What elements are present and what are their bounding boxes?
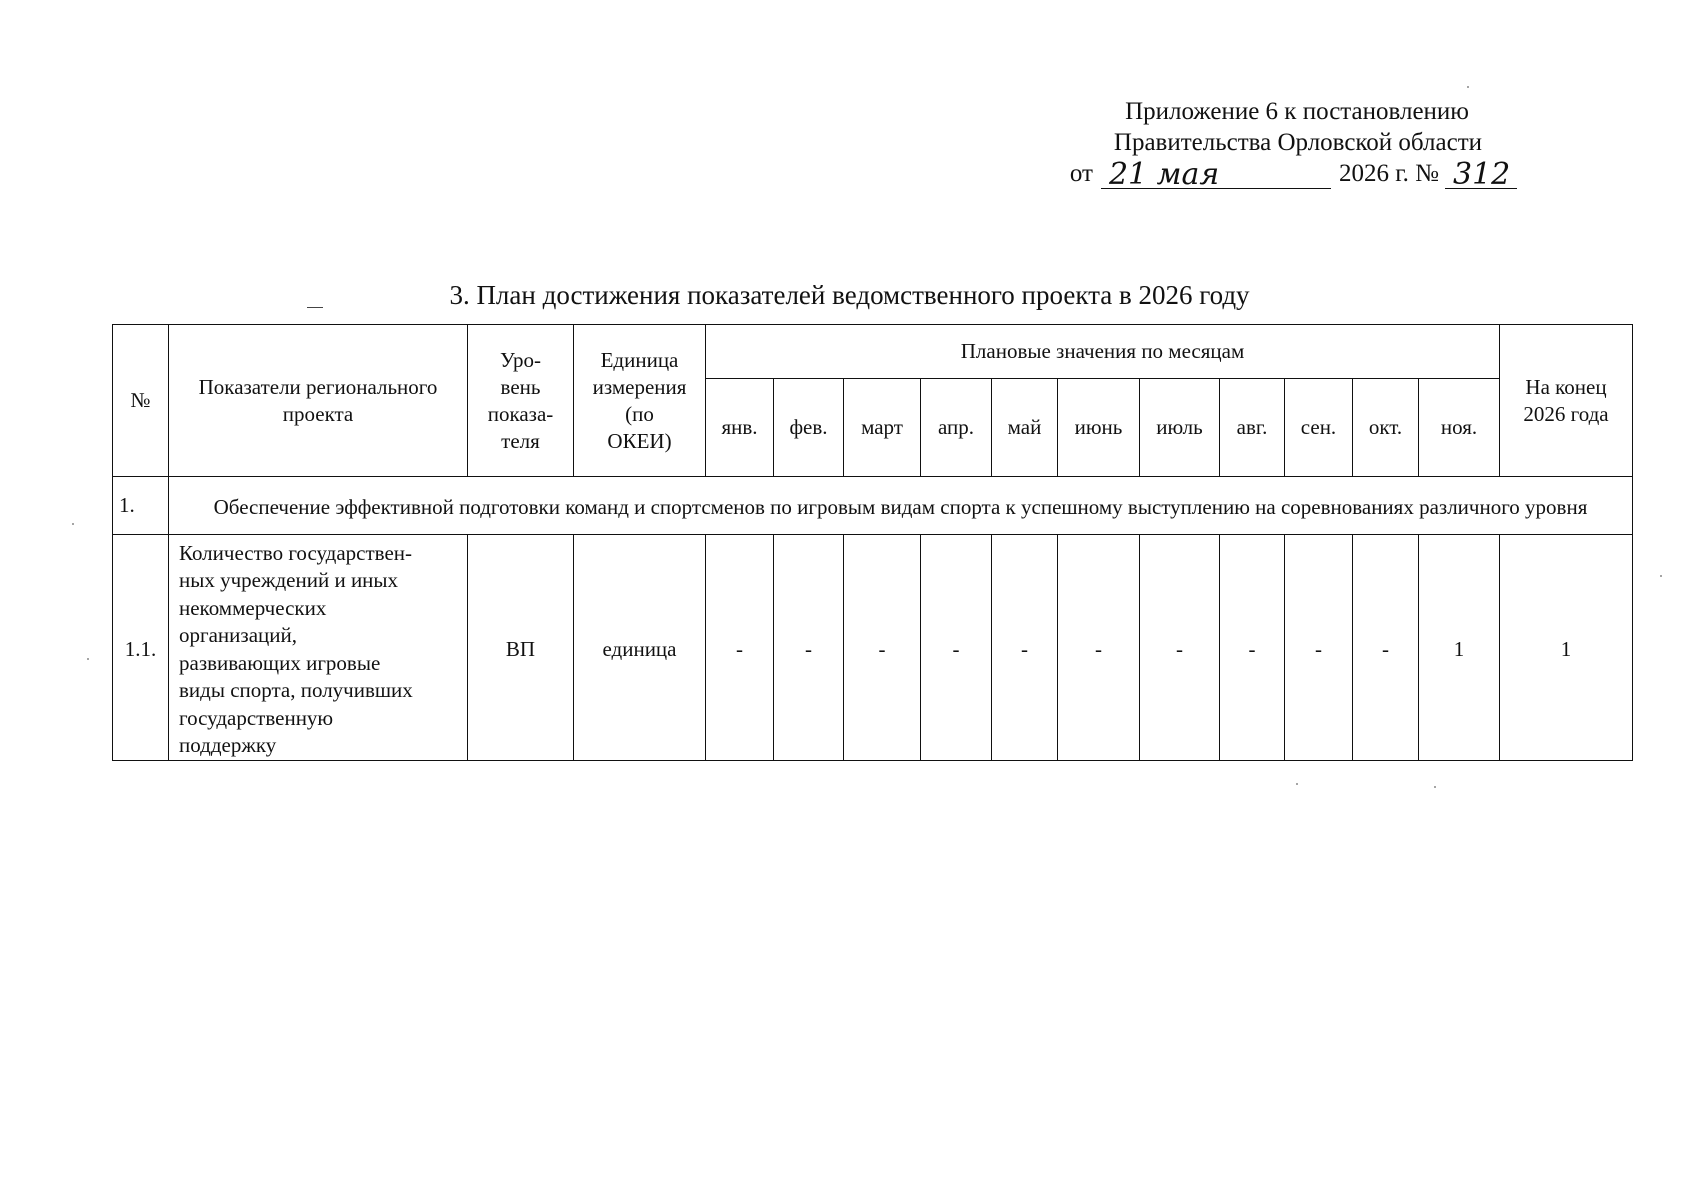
handwritten-date: 21 мая: [1108, 157, 1220, 192]
header-month: фев.: [774, 379, 844, 477]
row-month-value: -: [844, 535, 921, 761]
year-and-number-label: 2026 г. №: [1338, 160, 1439, 187]
header-level: Уро- вень показа- теля: [468, 325, 574, 477]
scan-speck: [87, 658, 89, 660]
header-month: янв.: [706, 379, 774, 477]
row-month-value: -: [1353, 535, 1419, 761]
row-unit: единица: [574, 535, 706, 761]
row-month-value: -: [706, 535, 774, 761]
header-month: авг.: [1220, 379, 1285, 477]
appendix-line-1: Приложение 6 к постановлению: [1125, 98, 1469, 125]
header-end-of-year: На конец 2026 года: [1500, 325, 1633, 477]
scan-speck: [1467, 86, 1469, 88]
scan-speck: [72, 523, 74, 525]
plan-table: [112, 324, 1633, 761]
section-title: Обеспечение эффективной подготовки команд и спортсменов по игровым видам спорта к успешному выступлению на соревнованиях различного уровня: [169, 477, 1633, 535]
appendix-line-3: [957, 157, 1517, 192]
scan-speck: [1434, 786, 1436, 788]
header-unit: Единица измерения (по ОКЕИ): [574, 325, 706, 477]
header-month: июнь: [1058, 379, 1140, 477]
scan-speck: [1296, 783, 1298, 785]
header-month: июль: [1140, 379, 1220, 477]
header-planned-values: Плановые значения по месяцам: [706, 325, 1500, 379]
date-prefix: от: [1069, 160, 1093, 187]
page-title: 3. План достижения показателей ведомственного проекта в 2026 году: [449, 280, 1250, 310]
header-month: окт.: [1353, 379, 1419, 477]
header-indicator: Показатели регионального проекта: [169, 325, 468, 477]
row-month-value: -: [1058, 535, 1140, 761]
row-month-value: 1: [1419, 535, 1500, 761]
row-month-value: -: [992, 535, 1058, 761]
row-level: ВП: [468, 535, 574, 761]
appendix-header: [957, 96, 1517, 192]
header-month: май: [992, 379, 1058, 477]
row-month-value: -: [774, 535, 844, 761]
row-indicator: Количество государствен- ных учреждений и иных некоммерческих организаций, развивающих игровые виды спорта, получивших государственную поддержку: [169, 535, 468, 761]
scan-speck: [1660, 575, 1662, 577]
table-row: [113, 535, 1633, 761]
row-month-value: -: [1220, 535, 1285, 761]
row-month-value: -: [921, 535, 992, 761]
section-number: 1.: [113, 477, 169, 535]
stray-dash-mark: [307, 307, 323, 308]
number-blank: [1445, 157, 1517, 192]
row-end-of-year: 1: [1500, 535, 1633, 761]
header-month: сен.: [1285, 379, 1353, 477]
row-number: 1.1.: [113, 535, 169, 761]
header-month: март: [844, 379, 921, 477]
header-num: №: [113, 325, 169, 477]
handwritten-number: 312: [1453, 157, 1511, 192]
section-row: [113, 477, 1633, 535]
appendix-line-2: Правительства Орловской области: [1113, 129, 1482, 156]
date-blank: [1101, 157, 1331, 192]
header-month: апр.: [921, 379, 992, 477]
header-month: ноя.: [1419, 379, 1500, 477]
row-month-value: -: [1140, 535, 1220, 761]
row-month-value: -: [1285, 535, 1353, 761]
